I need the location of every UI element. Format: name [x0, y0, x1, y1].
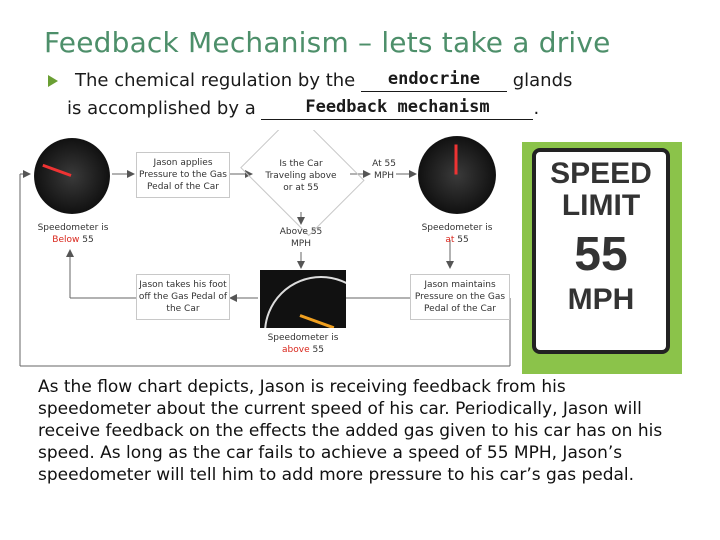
speedo-below-line2	[28, 234, 118, 246]
bullet-line-2	[67, 98, 539, 120]
bullet-arrow-icon	[48, 75, 58, 87]
line2-end: .	[533, 98, 540, 119]
sign-speed: SPEED	[550, 157, 652, 190]
speedometer-below-label	[28, 222, 118, 246]
explanation-paragraph: As the flow chart depicts, Jason is receiving feedback from his speedometer about the current speed of his car. Periodically, Jason will receive feedback on the effects the added gas given to his car has on his speed. As long as the car fails to achieve a speed of 55 MPH, Jason’s speedometer will tell him to add more pressure to his car’s gas pedal.	[38, 377, 663, 485]
speedometer-above-label	[258, 332, 348, 356]
endocrine-answer: endocrine	[387, 69, 481, 89]
feedback-blank	[261, 98, 533, 120]
at-number: 55	[457, 235, 469, 245]
at-55-label: At 55 MPH	[372, 159, 396, 181]
speed-limit-sign-background	[522, 142, 682, 374]
speedo-at-line2	[412, 234, 502, 246]
above-55-label: Above 55 MPH	[279, 227, 323, 249]
slide-title: Feedback Mechanism – lets take a drive	[44, 26, 611, 59]
speedometer-at-image	[418, 136, 496, 214]
speedo-below-line1: Speedometer is	[37, 223, 109, 233]
speed-limit-sign	[532, 148, 670, 354]
speedometer-at-label	[412, 222, 502, 246]
speedo-above-line1: Speedometer is	[267, 333, 339, 343]
bullet-line-1	[75, 70, 572, 92]
line2-text: is accomplished by a	[67, 98, 262, 119]
speedometer-below-image	[34, 138, 110, 214]
line1-end: glands	[506, 70, 573, 91]
sign-unit: MPH	[567, 283, 635, 316]
box-maintain-pressure: Jason maintains Pressure on the Gas Pedal of the Car	[410, 274, 510, 320]
speedo-above-line2	[258, 344, 348, 356]
feedback-answer: Feedback mechanism	[305, 97, 490, 117]
sign-limit: LIMIT	[561, 189, 641, 222]
feedback-diagram	[0, 130, 720, 370]
endocrine-blank	[361, 70, 507, 92]
at-word: at	[445, 235, 455, 245]
speedo-at-line1: Speedometer is	[421, 223, 493, 233]
above-number: 55	[312, 345, 324, 355]
line1-text: The chemical regulation by the	[75, 70, 361, 91]
box-apply-pressure: Jason applies Pressure to the Gas Pedal of the Car	[136, 152, 230, 198]
below-word: Below	[52, 235, 80, 245]
box-foot-off-pedal: Jason takes his foot off the Gas Pedal of the Car	[136, 274, 230, 320]
above-word: above	[282, 345, 310, 355]
speedometer-above-image	[260, 270, 346, 328]
below-number: 55	[82, 235, 94, 245]
sign-number: 55	[574, 228, 628, 281]
decision-question: Is the Car Traveling above or at 55	[265, 159, 337, 193]
